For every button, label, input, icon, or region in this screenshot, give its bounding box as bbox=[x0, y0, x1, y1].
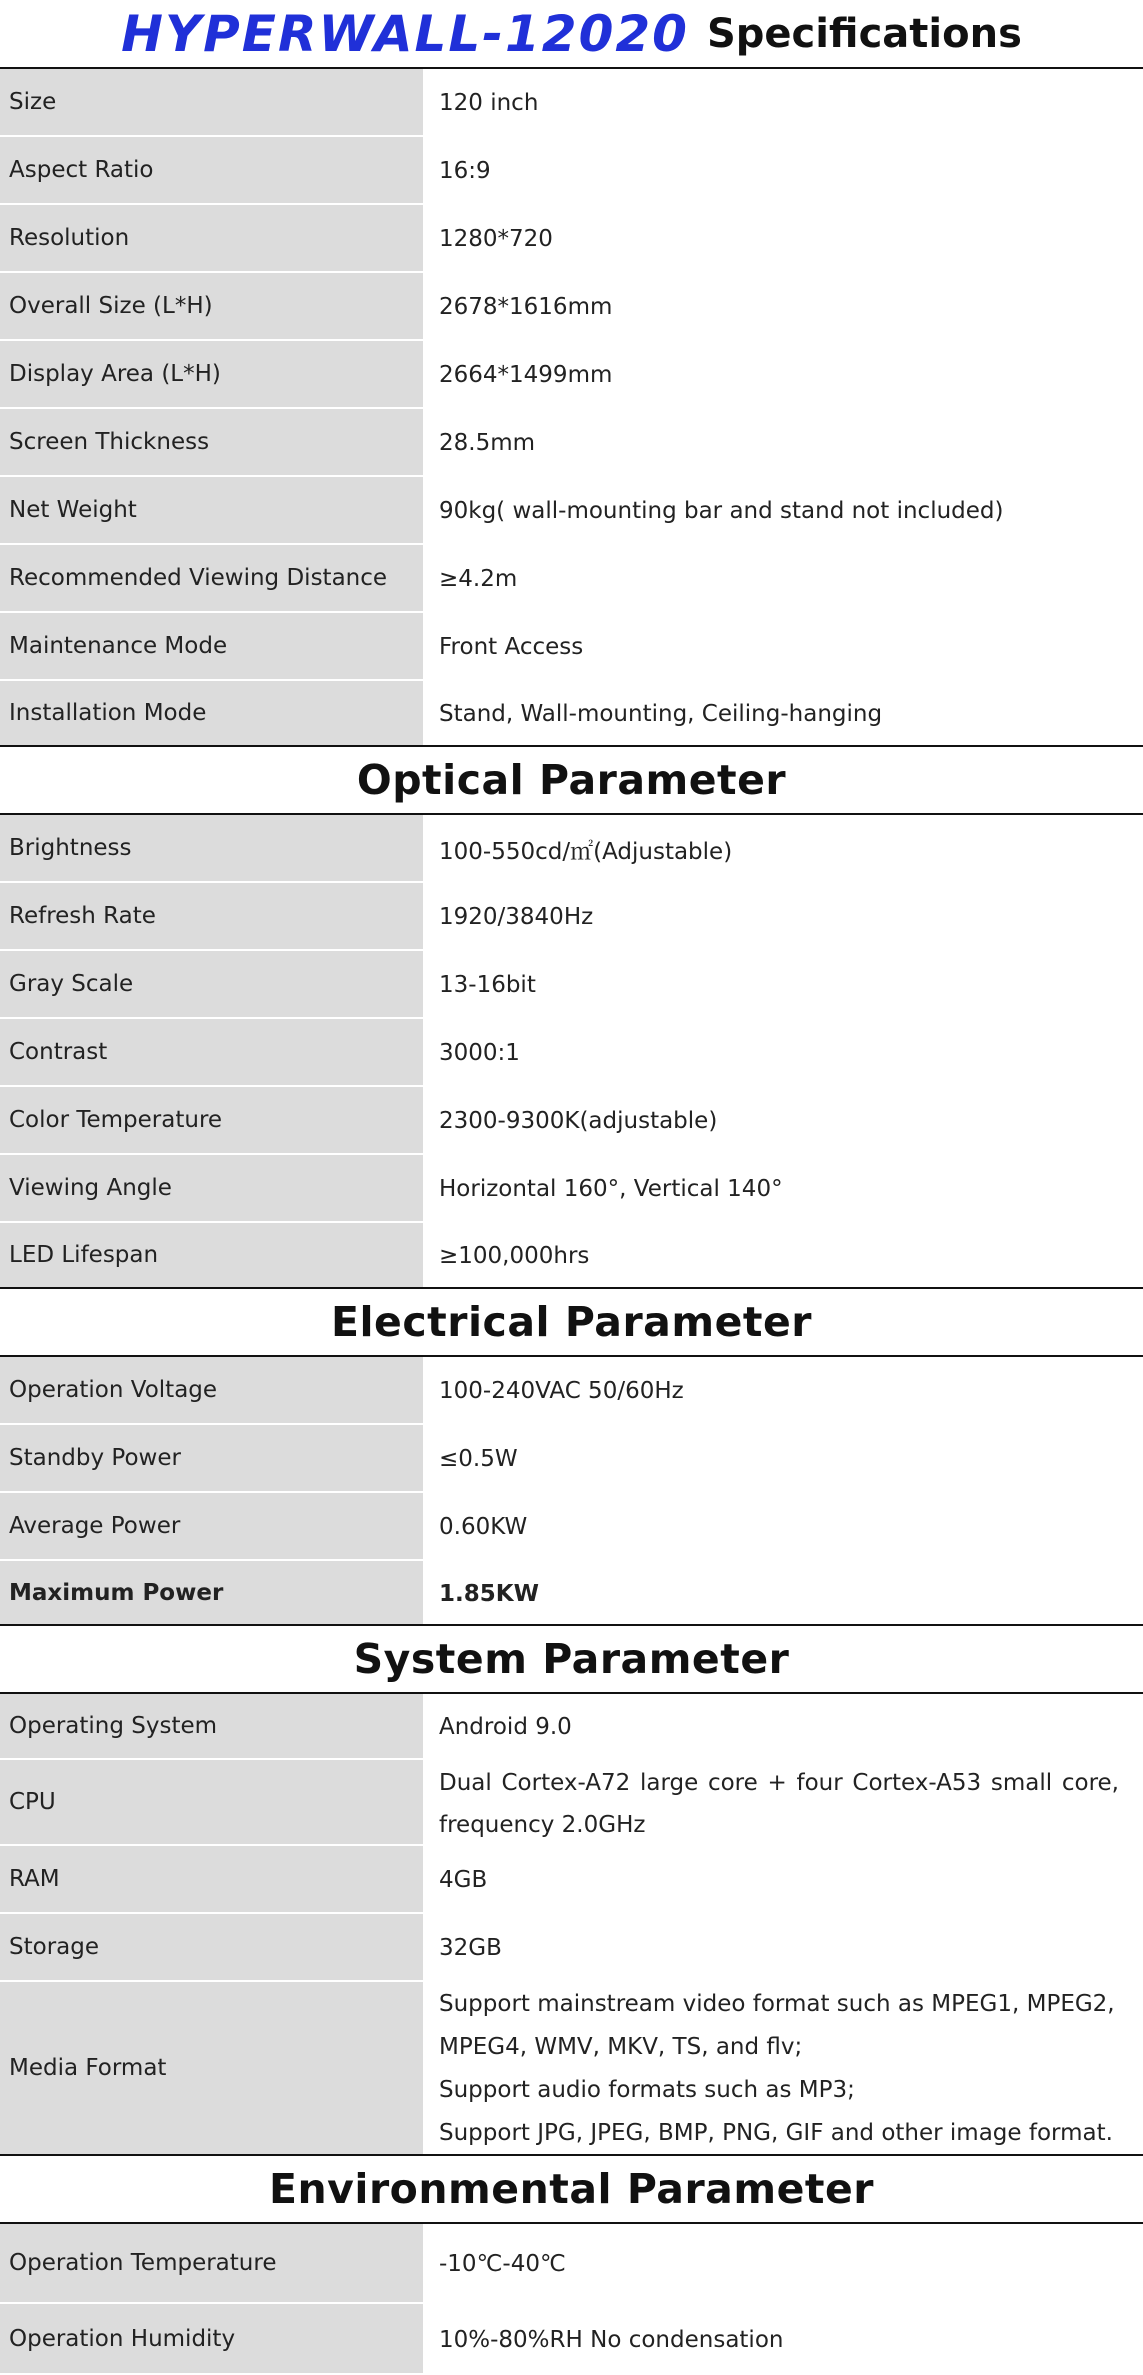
spec-value: -10℃-40℃ bbox=[423, 2224, 1143, 2304]
spec-value: ≤0.5W bbox=[423, 1425, 1143, 1493]
spec-value: 2678*1616mm bbox=[423, 273, 1143, 341]
spec-value: Android 9.0 bbox=[423, 1694, 1143, 1760]
spec-row-ram bbox=[0, 1846, 1143, 1914]
spec-row-led-lifespan bbox=[0, 1223, 1143, 1289]
spec-label: Gray Scale bbox=[0, 951, 423, 1019]
spec-row-maximum-power bbox=[0, 1561, 1143, 1626]
spec-row-average-power bbox=[0, 1493, 1143, 1561]
spec-row-storage bbox=[0, 1914, 1143, 1982]
spec-label: Installation Mode bbox=[0, 681, 423, 747]
spec-label: Net Weight bbox=[0, 477, 423, 545]
spec-label: Refresh Rate bbox=[0, 883, 423, 951]
spec-label: Display Area (L*H) bbox=[0, 341, 423, 409]
section-title: Environmental Parameter bbox=[268, 2165, 875, 2213]
spec-label: Color Temperature bbox=[0, 1087, 423, 1155]
spec-row-operation-humidity bbox=[0, 2304, 1143, 2375]
spec-label: Contrast bbox=[0, 1019, 423, 1087]
spec-label: Media Format bbox=[0, 1982, 423, 2156]
spec-row-aspect-ratio bbox=[0, 137, 1143, 205]
spec-value: 16:9 bbox=[423, 137, 1143, 205]
spec-value: 120 inch bbox=[423, 69, 1143, 137]
spec-value: Dual Cortex-A72 large core + four Cortex-A53 small core, frequency 2.0GHz bbox=[423, 1760, 1143, 1846]
spec-value: 10%-80%RH No condensation bbox=[423, 2304, 1143, 2375]
spec-value: 2300-9300K(adjustable) bbox=[423, 1087, 1143, 1155]
spec-label: Aspect Ratio bbox=[0, 137, 423, 205]
section-header-optical bbox=[0, 745, 1143, 815]
spec-label: Resolution bbox=[0, 205, 423, 273]
spec-label: CPU bbox=[0, 1760, 423, 1846]
spec-value: 0.60KW bbox=[423, 1493, 1143, 1561]
media-format-line: Support mainstream video format such as MPEG1, MPEG2, bbox=[439, 1991, 1115, 2017]
spec-row-standby-power bbox=[0, 1425, 1143, 1493]
spec-label: Operating System bbox=[0, 1694, 423, 1760]
spec-value: 100-550cd/㎡(Adjustable) bbox=[423, 815, 1143, 883]
spec-row-viewing-distance bbox=[0, 545, 1143, 613]
spec-value: 90kg( wall-mounting bar and stand not included) bbox=[423, 477, 1143, 545]
spec-label: Overall Size (L*H) bbox=[0, 273, 423, 341]
spec-row-viewing-angle bbox=[0, 1155, 1143, 1223]
spec-header bbox=[0, 0, 1143, 69]
section-header-environmental bbox=[0, 2154, 1143, 2224]
section-title: Optical Parameter bbox=[356, 756, 787, 804]
spec-label: LED Lifespan bbox=[0, 1223, 423, 1289]
spec-row-gray-scale bbox=[0, 951, 1143, 1019]
spec-label: Operation Temperature bbox=[0, 2224, 423, 2304]
spec-value: 100-240VAC 50/60Hz bbox=[423, 1357, 1143, 1425]
spec-label: Maintenance Mode bbox=[0, 613, 423, 681]
spec-label: Operation Humidity bbox=[0, 2304, 423, 2375]
spec-value: 1920/3840Hz bbox=[423, 883, 1143, 951]
spec-row-display-area bbox=[0, 341, 1143, 409]
spec-row-brightness bbox=[0, 815, 1143, 883]
spec-label: Size bbox=[0, 69, 423, 137]
section-title: System Parameter bbox=[353, 1635, 790, 1683]
spec-row-operating-system bbox=[0, 1694, 1143, 1760]
section-header-system bbox=[0, 1624, 1143, 1694]
spec-value: 2664*1499mm bbox=[423, 341, 1143, 409]
media-format-line: MPEG4, WMV, MKV, TS, and flv; bbox=[439, 2034, 803, 2060]
section-header-electrical bbox=[0, 1287, 1143, 1357]
spec-label: Storage bbox=[0, 1914, 423, 1982]
spec-row-installation-mode bbox=[0, 681, 1143, 747]
spec-row-size bbox=[0, 69, 1143, 137]
spec-label: Screen Thickness bbox=[0, 409, 423, 477]
spec-label: Standby Power bbox=[0, 1425, 423, 1493]
spec-label: Maximum Power bbox=[0, 1561, 423, 1626]
section-title: Electrical Parameter bbox=[331, 1298, 812, 1346]
spec-value: 13-16bit bbox=[423, 951, 1143, 1019]
spec-value-list bbox=[423, 1982, 1143, 2156]
spec-value: ≥4.2m bbox=[423, 545, 1143, 613]
specifications-title: Specifications bbox=[706, 10, 1022, 57]
spec-value: 28.5mm bbox=[423, 409, 1143, 477]
spec-row-cpu bbox=[0, 1760, 1143, 1846]
media-format-line: Support audio formats such as MP3; bbox=[439, 2077, 855, 2103]
spec-label: Brightness bbox=[0, 815, 423, 883]
spec-label: RAM bbox=[0, 1846, 423, 1914]
spec-value: 3000:1 bbox=[423, 1019, 1143, 1087]
spec-row-color-temperature bbox=[0, 1087, 1143, 1155]
spec-value: Stand, Wall-mounting, Ceiling-hanging bbox=[423, 681, 1143, 747]
spec-value: 4GB bbox=[423, 1846, 1143, 1914]
spec-value: Front Access bbox=[423, 613, 1143, 681]
spec-row-contrast bbox=[0, 1019, 1143, 1087]
spec-value: 1280*720 bbox=[423, 205, 1143, 273]
spec-value: 1.85KW bbox=[423, 1561, 1143, 1626]
spec-row-net-weight bbox=[0, 477, 1143, 545]
spec-value: Horizontal 160°, Vertical 140° bbox=[423, 1155, 1143, 1223]
spec-row-maintenance-mode bbox=[0, 613, 1143, 681]
spec-row-refresh-rate bbox=[0, 883, 1143, 951]
spec-label: Recommended Viewing Distance bbox=[0, 545, 423, 613]
spec-row-operation-voltage bbox=[0, 1357, 1143, 1425]
spec-row-overall-size bbox=[0, 273, 1143, 341]
media-format-line: Support JPG, JPEG, BMP, PNG, GIF and other image format. bbox=[439, 2120, 1113, 2146]
spec-value: 32GB bbox=[423, 1914, 1143, 1982]
spec-label: Operation Voltage bbox=[0, 1357, 423, 1425]
spec-label: Average Power bbox=[0, 1493, 423, 1561]
spec-row-media-format bbox=[0, 1982, 1143, 2156]
brand-title: HYPERWALL-12020 bbox=[121, 4, 689, 63]
spec-row-resolution bbox=[0, 205, 1143, 273]
spec-value: ≥100,000hrs bbox=[423, 1223, 1143, 1289]
spec-row-screen-thickness bbox=[0, 409, 1143, 477]
spec-row-operation-temperature bbox=[0, 2224, 1143, 2304]
spec-label: Viewing Angle bbox=[0, 1155, 423, 1223]
